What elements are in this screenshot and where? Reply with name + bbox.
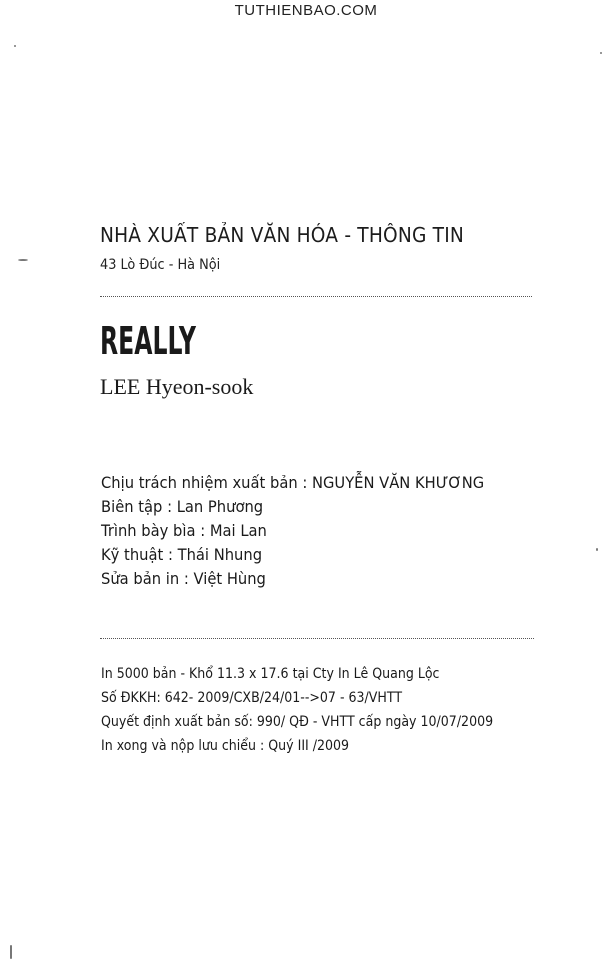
scan-speck — [600, 52, 602, 54]
print-info-line: Quyết định xuất bản số: 990/ QĐ - VHTT cấp ngày 10/07/2009 — [101, 714, 494, 730]
credit-line: Trình bày bìa : Mai Lan — [101, 521, 267, 540]
scan-speck — [596, 548, 598, 551]
publisher-name: NHÀ XUẤT BẢN VĂN HÓA - THÔNG TIN — [100, 223, 464, 247]
credit-line: Sửa bản in : Việt Hùng — [101, 569, 266, 588]
publisher-address: 43 Lò Đúc - Hà Nội — [100, 257, 221, 273]
scan-speck — [14, 45, 16, 47]
book-author: LEE Hyeon-sook — [100, 374, 254, 399]
book-title: REALLY — [100, 319, 196, 363]
print-info-list — [101, 662, 537, 758]
print-info-line: In 5000 bản - Khổ 11.3 x 17.6 tại Cty In Lê Quang Lộc — [101, 666, 440, 682]
divider-bottom — [100, 638, 534, 639]
scan-speck — [10, 945, 12, 959]
credit-line: Kỹ thuật : Thái Nhung — [101, 545, 263, 564]
print-info-line: Số ĐKKH: 642- 2009/CXB/24/01-->07 - 63/VHTT — [101, 690, 403, 706]
divider-top — [100, 296, 532, 297]
watermark-text: TUTHIENBAO.COM — [234, 2, 378, 19]
scan-speck — [18, 259, 28, 261]
credit-line: Chịu trách nhiệm xuất bản : NGUYỄN VĂN KHƯƠNG — [101, 473, 485, 492]
credit-line: Biên tập : Lan Phương — [101, 497, 264, 516]
credits-list — [101, 471, 518, 591]
print-info-line: In xong và nộp lưu chiểu : Quý III /2009 — [101, 738, 350, 754]
